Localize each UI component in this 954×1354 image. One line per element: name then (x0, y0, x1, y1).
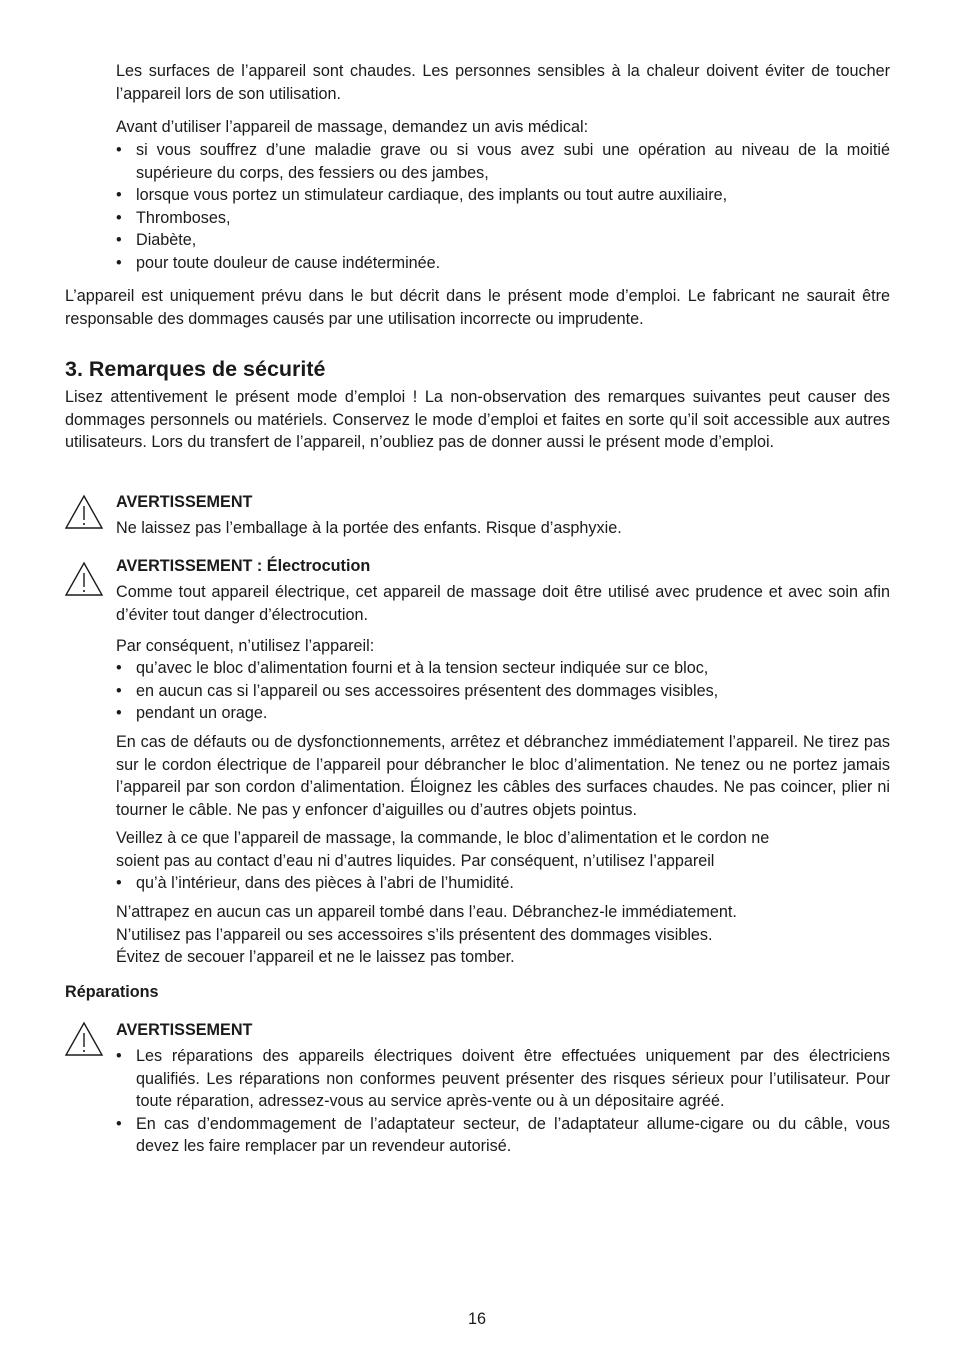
water-paragraph: N’attrapez en aucun cas un appareil tombé dans l’eau. Débranchez-le immédiatement. N’utilisez pas l’appareil ou ses accessoires s’ils présentent des dommages visibles. Évitez de secouer l’appareil et ne le laissez pas tomber. (116, 903, 737, 967)
electrocution-usage-intro: Par conséquent, n’utilisez l’appareil: (116, 637, 375, 655)
warning-triangle-icon (64, 561, 104, 597)
list-item: • qu’avec le bloc d’alimentation fourni et à la tension secteur indiquée sur ce bloc, (116, 659, 709, 677)
list-item: • si vous souffrez d’une maladie grave ou si vous avez subi une opération au niveau de la moitié supérieure du corps, des fessiers ou des jambes, (116, 141, 890, 182)
intro-paragraph-medical: Avant d’utiliser l’appareil de massage, demandez un avis médical: (116, 118, 589, 136)
warning-title-electrocution: AVERTISSEMENT : Électrocution (116, 557, 371, 575)
usage-conditions-list (116, 657, 890, 725)
list-item: • Thromboses, (116, 208, 231, 227)
warning-triangle-icon (64, 494, 104, 530)
warning-title: AVERTISSEMENT (116, 1021, 253, 1039)
section-title: 3. Remarques de sécurité (65, 357, 326, 381)
repairs-heading: Réparations (65, 983, 159, 1001)
intro-paragraph-heat: Les surfaces de l’appareil sont chaudes. Les personnes sensibles à la chaleur doivent éviter de toucher l’appareil lors de son utilisation. (116, 62, 890, 103)
list-item: • En cas d’endommagement de l’adaptateur secteur, de l’adaptateur allume-cigare ou du câble, vous devez les faire remplacer par un revendeur autorisé. (116, 1114, 890, 1156)
section-intro: Lisez attentivement le présent mode d’emploi ! La non-observation des remarques suivantes peut causer des dommages personnels ou matériels. Conservez le mode d’emploi et faites en sorte qu’il soit accessible aux autres utilisateurs. Lors du transfert de l’appareil, n’oubliez pas de donner aussi le présent mode d’emploi. (65, 388, 890, 452)
list-item: • pendant un orage. (116, 704, 268, 723)
list-item: • en aucun cas si l’appareil ou ses accessoires présentent des dommages visibles, (116, 681, 719, 700)
electrocution-paragraph: Comme tout appareil électrique, cet appareil de massage doit être utilisé avec prudence et avec soin afin d’éviter tout danger d’électrocution. (116, 583, 890, 624)
indoor-list (116, 872, 890, 895)
warning-triangle-icon (64, 1021, 104, 1057)
list-item: • Les réparations des appareils électriques doivent être effectuées uniquement par des électriciens qualifiés. Les réparations non conformes peuvent présenter des risques sérieux pour l’utilisateur. Pour toute réparation, adressez-vous au service après-vente ou à un dépositaire agréé. (116, 1047, 890, 1111)
list-item: • lorsque vous portez un stimulateur cardiaque, des implants ou tout autre auxiliaire, (116, 186, 728, 205)
warning-title: AVERTISSEMENT (116, 493, 253, 511)
list-item: • pour toute douleur de cause indéterminée. (116, 253, 441, 272)
list-item: • Diabète, (116, 231, 197, 250)
liquids-paragraph: Veillez à ce que l’appareil de massage, la commande, le bloc d’alimentation et le cordon ne soient pas au contact d’eau ni d’autres liquides. Par conséquent, n’utilisez l’appareil • qu’à l’intérieur, dans des pièces à l’abri de l’humidité. (116, 827, 890, 895)
page-number: 16 (467, 1310, 486, 1328)
intro-paragraph-purpose: L’appareil est uniquement prévu dans le but décrit dans le présent mode d’emploi. Le fabricant ne saurait être responsable des dommages causés par une utilisation incorrecte ou imprudente. (65, 287, 890, 328)
list-item: • qu’à l’intérieur, dans des pièces à l’abri de l’humidité. (116, 874, 514, 893)
defects-paragraph: En cas de défauts ou de dysfonctionnements, arrêtez et débranchez immédiatement l’appareil. Ne tirez pas sur le cordon électrique de l’appareil pour débrancher le bloc d’alimentation. Ne tenez ou ne portez jamais l’appareil par son cordon d’alimentation. Éloignez les câbles des surfaces chaudes. Ne pas coincer, plier ni tourner le câble. Ne pas y enfoncer d’aiguilles ou d’autres objets pointus. (116, 733, 890, 819)
warning-text-packaging: Ne laissez pas l’emballage à la portée des enfants. Risque d’asphyxie. (116, 519, 622, 537)
medical-conditions-list (116, 139, 890, 275)
repairs-list (116, 1045, 890, 1158)
